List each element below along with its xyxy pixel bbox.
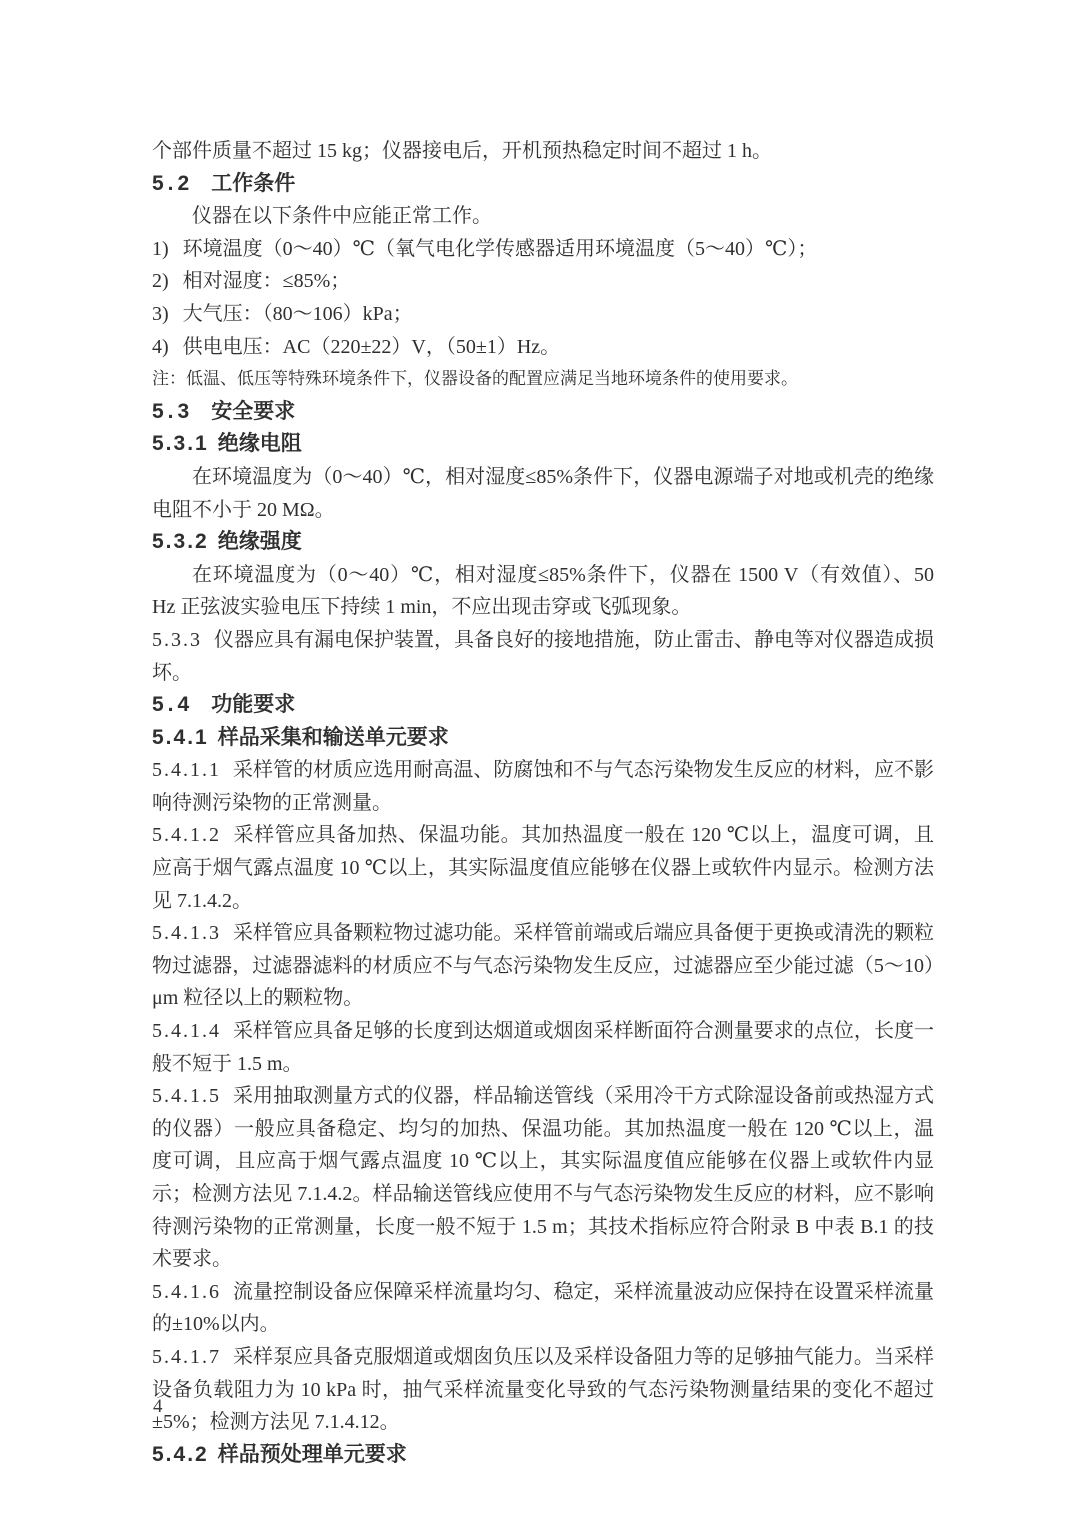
list-item-2	[152, 265, 934, 298]
heading-5-4-2	[152, 1439, 934, 1472]
heading-5-3-1-title: 绝缘电阻	[217, 432, 302, 456]
clause-5-4-1-4-number: 5.4.1.4	[152, 1020, 221, 1043]
clause-5-4-1-6-number: 5.4.1.6	[152, 1280, 221, 1303]
clause-5-4-1-5	[152, 1080, 934, 1276]
clause-5-3-3-number: 5.3.3	[152, 628, 202, 651]
note-text: 注：低温、低压等特殊环境条件下，仪器设备的配置应满足当地环境条件的使用要求。	[152, 369, 798, 389]
heading-5-2-title: 工作条件	[211, 171, 296, 195]
list-item-1-label: 1)	[152, 237, 169, 260]
heading-5-3-1	[152, 428, 934, 461]
clause-5-4-1-2	[152, 819, 934, 917]
heading-5-4-1-number: 5.4.1	[152, 725, 209, 749]
list-item-3-text: 大气压：（80～106）kPa；	[182, 302, 413, 325]
clause-5-4-1-5-text: 采用抽取测量方式的仪器，样品输送管线（采用冷干方式除湿设备前或热湿方式的仪器）一般应具备稳定、均匀的加热、保温功能。其加热温度一般在 120 ℃以上，温度可调，且应高于烟气露点温度 10 ℃以上，其实际温度值应能够在仪器上或软件内显示；检测方法见 7.1.4.2。样品输送管线应使用不与气态污染物发生反应的材料，应不影响待测污染物的正常测量，长度一般不短于 1.5 m；其技术指标应符合附录 B 中表 B.1 的技术要求。	[152, 1085, 934, 1271]
heading-5-4-2-number: 5.4.2	[152, 1442, 209, 1466]
heading-5-3-1-number: 5.3.1	[152, 432, 209, 456]
list-item-1	[152, 233, 934, 266]
page-number: 4	[153, 1396, 163, 1417]
clause-5-4-1-7	[152, 1341, 934, 1439]
heading-5-3-number: 5.3	[152, 399, 194, 423]
heading-5-4-2-title: 样品预处理单元要求	[217, 1442, 407, 1466]
heading-5-4-title: 功能要求	[211, 693, 296, 717]
clause-5-4-1-3-number: 5.4.1.3	[152, 922, 221, 945]
clause-5-3-2-body: 在环境温度为（0～40）℃，相对湿度≤85%条件下，仪器在 1500 V（有效值）、50 Hz 正弦波实验电压下持续 1 min，不应出现击穿或飞弧现象。	[152, 563, 934, 619]
heading-5-2-number: 5.2	[152, 171, 194, 195]
heading-5-4-1-title: 样品采集和输送单元要求	[217, 725, 449, 749]
list-item-4-text: 供电电压：AC（220±22）V，（50±1）Hz。	[182, 335, 561, 358]
clause-5-4-1-2-text: 采样管应具备加热、保温功能。其加热温度一般在 120 ℃以上，温度可调，且应高于烟气露点温度 10 ℃以上，其实际温度值应能够在仪器上或软件内显示。检测方法见 7.1.4.2。	[152, 824, 934, 912]
clause-5-4-1-6	[152, 1276, 934, 1341]
page-content	[152, 135, 934, 1471]
heading-5-3-2-title: 绝缘强度	[217, 530, 302, 554]
clause-5-4-1-4	[152, 1015, 934, 1080]
list-item-4-label: 4)	[152, 335, 169, 358]
list-item-2-text: 相对湿度：≤85%；	[182, 270, 351, 293]
paragraph-working-conditions-lead: 仪器在以下条件中应能正常工作。	[192, 205, 492, 228]
paragraph-continuation: 个部件质量不超过 15 kg；仪器接电后，开机预热稳定时间不超过 1 h。	[152, 140, 772, 162]
clause-5-3-3	[152, 624, 934, 689]
clause-5-4-1-4-text: 采样管应具备足够的长度到达烟道或烟囱采样断面符合测量要求的点位，长度一般不短于 1.5 m。	[152, 1020, 934, 1075]
clause-5-4-1-3	[152, 917, 934, 1015]
list-item-2-label: 2)	[152, 270, 169, 293]
clause-5-4-1-1	[152, 754, 934, 819]
clause-5-3-1-body: 在环境温度为（0～40）℃，相对湿度≤85%条件下，仪器电源端子对地或机壳的绝缘电阻不小于 20 MΩ。	[152, 465, 934, 521]
heading-5-2	[152, 168, 934, 201]
clause-5-4-1-3-text: 采样管应具备颗粒物过滤功能。采样管前端或后端应具备便于更换或清洗的颗粒物过滤器，过滤器滤料的材质应不与气态污染物发生反应，过滤器应至少能过滤（5～10）μm 粒径以上的颗粒物。	[152, 922, 934, 1010]
list-item-3-label: 3)	[152, 302, 169, 325]
heading-5-3-title: 安全要求	[211, 399, 296, 423]
clause-5-3-3-text: 仪器应具有漏电保护装置，具备良好的接地措施，防止雷击、静电等对仪器造成损坏。	[152, 628, 934, 684]
heading-5-3-2-number: 5.3.2	[152, 530, 209, 554]
clause-5-4-1-5-number: 5.4.1.5	[152, 1085, 221, 1108]
heading-5-4	[152, 689, 934, 722]
list-item-4	[152, 331, 934, 364]
clause-5-4-1-1-number: 5.4.1.1	[152, 759, 221, 782]
clause-5-4-1-7-number: 5.4.1.7	[152, 1345, 221, 1368]
heading-5-3-2	[152, 526, 934, 559]
clause-5-4-1-1-text: 采样管的材质应选用耐高温、防腐蚀和不与气态污染物发生反应的材料，应不影响待测污染物的正常测量。	[152, 759, 934, 814]
list-item-1-text: 环境温度（0～40）℃（氧气电化学传感器适用环境温度（5～40）℃）；	[182, 237, 818, 260]
heading-5-4-number: 5.4	[152, 693, 194, 717]
heading-5-4-1	[152, 722, 934, 755]
list-item-3	[152, 298, 934, 331]
clause-5-4-1-6-text: 流量控制设备应保障采样流量均匀、稳定，采样流量波动应保持在设置采样流量的±10%以内。	[152, 1280, 934, 1336]
clause-5-4-1-2-number: 5.4.1.2	[152, 824, 221, 847]
clause-5-4-1-7-text: 采样泵应具备克服烟道或烟囱负压以及采样设备阻力等的足够抽气能力。当采样设备负载阻力为 10 kPa 时，抽气采样流量变化导致的气态污染物测量结果的变化不超过±5%；检测方法见 7.1.4.12。	[152, 1345, 934, 1434]
heading-5-3	[152, 396, 934, 429]
